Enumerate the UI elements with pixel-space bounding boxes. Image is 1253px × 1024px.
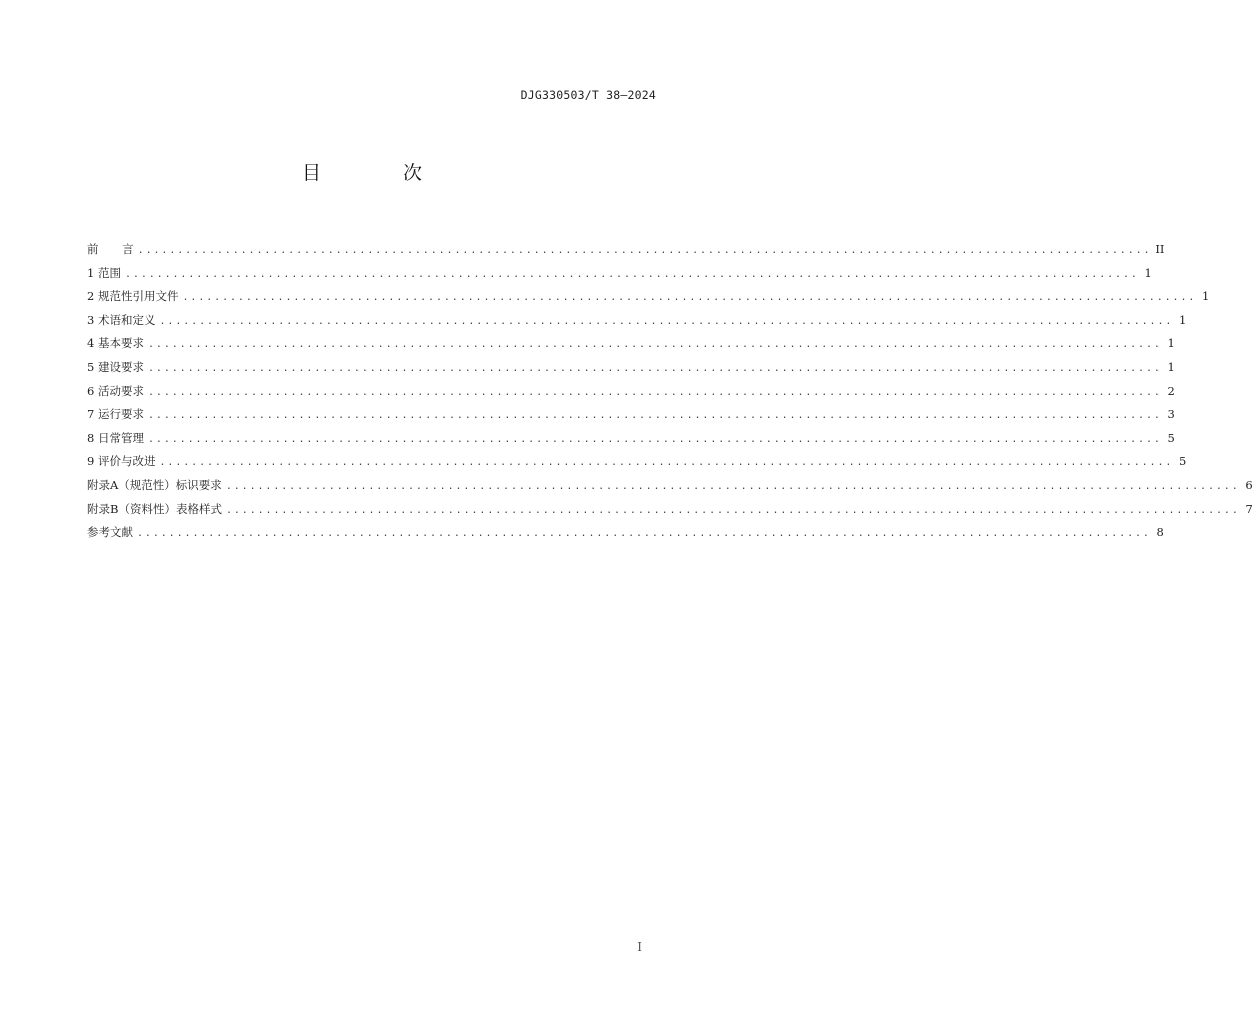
- toc-entry-label: 4 基本要求: [87, 336, 144, 351]
- toc-entry-label: 7 运行要求: [87, 407, 144, 422]
- toc-entry-evaluation-improvement[interactable]: [87, 453, 1187, 477]
- toc-entry-label: 1 范围: [87, 265, 121, 280]
- toc-leader-dots: ................................................................................................................................: [147, 362, 1162, 374]
- toc-entry-page: 5: [1178, 454, 1187, 469]
- toc-leader-dots: ................................................................................................................................: [124, 268, 1139, 280]
- toc-entry-label: 5 建设要求: [87, 359, 144, 374]
- toc-entry-daily-management[interactable]: [87, 430, 1175, 454]
- toc-leader-dots: ................................................................................................................................: [137, 528, 1151, 540]
- toc-entry-page: 3: [1167, 407, 1175, 422]
- toc-entry-label: 参考文献: [87, 525, 133, 540]
- toc-entry-page: 5: [1167, 430, 1175, 445]
- toc-leader-dots: ................................................................................................................................: [159, 457, 1174, 469]
- toc-entry-label: 9 评价与改进: [87, 454, 156, 469]
- page-number: I: [637, 940, 642, 954]
- toc-leader-dots: ................................................................................................................................: [225, 504, 1240, 516]
- toc-entry-label: 附录A（规范性）标识要求: [87, 477, 222, 492]
- toc-leader-dots: ................................................................................................................................: [137, 245, 1152, 256]
- toc-entry-appendix-b[interactable]: [87, 501, 1253, 525]
- toc-entry-label: 8 日常管理: [87, 430, 144, 445]
- toc-leader-dots: ................................................................................................................................: [159, 315, 1174, 327]
- toc-entry-page: II: [1155, 242, 1165, 256]
- toc-entry-label: 3 术语和定义: [87, 312, 156, 327]
- toc-entry-terms-definitions[interactable]: [87, 312, 1187, 336]
- toc-title: 目 次: [301, 162, 461, 184]
- toc-entry-appendix-a[interactable]: [87, 477, 1253, 501]
- toc-entry-page: 7: [1245, 501, 1253, 516]
- document-code: DJG330503/T 38—2024: [520, 88, 656, 102]
- toc-entry-basic-requirements[interactable]: [87, 335, 1175, 359]
- toc-leader-dots: ................................................................................................................................: [225, 480, 1240, 492]
- toc-leader-dots: ................................................................................................................................: [147, 410, 1162, 422]
- toc-entry-operation-requirements[interactable]: [87, 406, 1175, 430]
- toc-entry-page: 1: [1201, 289, 1210, 304]
- toc-entry-page: 1: [1178, 312, 1187, 327]
- toc-entry-normative-references[interactable]: [87, 288, 1210, 312]
- toc-entry-label: 6 活动要求: [87, 383, 144, 398]
- toc-entry-page: 2: [1167, 383, 1175, 398]
- toc-leader-dots: ................................................................................................................................: [182, 292, 1197, 304]
- toc-entry-page: 8: [1156, 525, 1164, 540]
- toc-entry-bibliography[interactable]: [87, 524, 1164, 548]
- toc-entry-label: 2 规范性引用文件: [87, 289, 179, 304]
- toc-entry-construction-requirements[interactable]: [87, 359, 1175, 383]
- toc-entry-page: 6: [1245, 477, 1253, 492]
- toc-entry-page: 1: [1167, 359, 1175, 374]
- toc-leader-dots: ................................................................................................................................: [147, 433, 1162, 445]
- toc-entry-foreword[interactable]: [87, 241, 1165, 265]
- toc-entry-activity-requirements[interactable]: [87, 383, 1175, 407]
- toc-leader-dots: ................................................................................................................................: [147, 386, 1162, 398]
- toc-entry-page: 1: [1167, 336, 1175, 351]
- toc-leader-dots: ................................................................................................................................: [147, 339, 1162, 351]
- table-of-contents: [87, 241, 1253, 548]
- toc-entry-scope[interactable]: [87, 265, 1152, 289]
- toc-entry-label: 附录B（资料性）表格样式: [87, 501, 222, 516]
- toc-entry-label: 前 言: [87, 242, 134, 256]
- toc-entry-page: 1: [1144, 265, 1152, 280]
